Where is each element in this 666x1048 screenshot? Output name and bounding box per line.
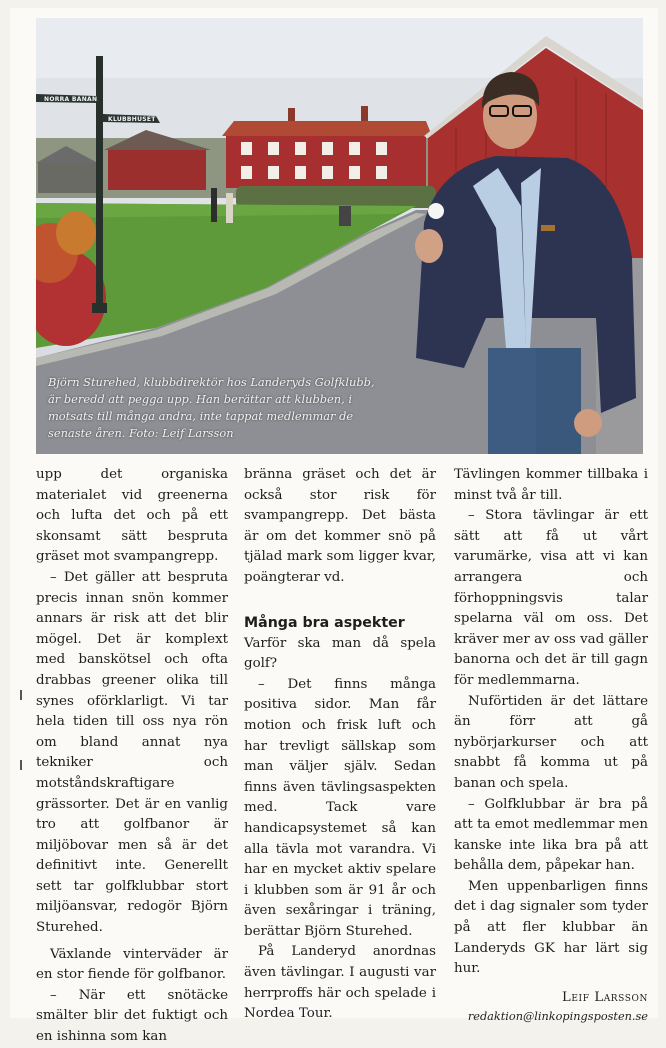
subheading: Många bra aspekter (244, 614, 405, 631)
paragraph: Varför ska man då spela golf? (244, 635, 436, 672)
paragraph: Växlande vinterväder är en stor fiende för golfbanor. (36, 946, 228, 983)
text-column-3 (454, 465, 648, 1026)
paragraph: – När ett snötäcke smälter blir det fuktigt och en ishinna som kan (36, 987, 228, 1045)
author-byline: Leif Larsson (562, 989, 648, 1005)
paragraph: – Golfklubbar är bra på att ta emot medlemmar men kanske inte lika bra på att behålla dem, påpekar han. (454, 796, 648, 874)
paragraph: – Det gäller att bespruta precis innan snön kommer annars är risk att det blir mögel. Det är komplext med banskötsel och ofta drabbas greener olika till synes oförklarligt. Vi tar hela tiden till oss nya rön om bland annat nya tekniker och motståndskraftigare grässorter. Det är en vanlig tro att golfbanor är miljöbovar men så är det definitivt inte. Generellt sett tar golfklubbar stort miljöansvar, redogör Björn Sturehed. (36, 569, 228, 936)
sign-label-right: KLUBBHUSET (108, 116, 156, 123)
text-column-2 (244, 465, 436, 1025)
photo-caption: Björn Sturehed, klubbdirektör hos Landeryds Golfklubb, är beredd att pegga upp. Han berättar att klubben, i motsats till många andra, inte tappat medlemmar de senaste åren. Foto: Leif Larsson (48, 375, 375, 440)
paragraph: Nuförtiden är det lättare än förr att gå nybörjarkurser och att snabbt få komma ut på banan och spela. (454, 693, 648, 791)
text-column-1 (36, 465, 228, 1048)
scan-mark (20, 690, 22, 700)
paragraph: – Det finns många positiva sidor. Man får motion och frisk luft och har trevligt sällskap som man väljer själv. Sedan finns även tävlingsaspekten med. Tack vare handicapsystemet så kan alla tävla mot varandra. Vi har en mycket aktiv spelare i klubben som är 91 år och även sexåringar i träning, berättar Björn Sturehed. (244, 676, 436, 939)
paragraph: – Stora tävlingar är ett sätt att få ut vårt varumärke, visa att vi kan arrangera och förhoppningsvis talar spelarna väl om oss. Det kräver mer av oss vad gäller banorna och det är till gagn för medlemmarna. (454, 508, 648, 688)
author-email: redaktion@linkopingsposten.se (467, 1010, 648, 1024)
paragraph: På Landeryd anordnas även tävlingar. I augusti var herrproffs här och spelade i Nordea Tour. (244, 944, 436, 1022)
paragraph: bränna gräset och det är också stor risk för svampangrepp. Det bästa är om det kommer snö på tjälad mark som ligger kvar, poängterar vd. (244, 467, 436, 585)
paragraph: Men uppenbarligen finns det i dag signaler som tyder på att fler klubbar än Landeryds GK har lärt sig hur. (454, 878, 648, 977)
sign-label-left: NORRA BANAN (44, 96, 98, 103)
article-photo (36, 18, 643, 454)
scan-mark (20, 760, 22, 770)
paragraph: Tävlingen kommer tillbaka i minst två år till. (454, 467, 648, 503)
paragraph: upp det organiska materialet vid greenerna och lufta det och på ett skonsamt sätt bespruta gräset mot svampangrepp. (36, 467, 228, 565)
